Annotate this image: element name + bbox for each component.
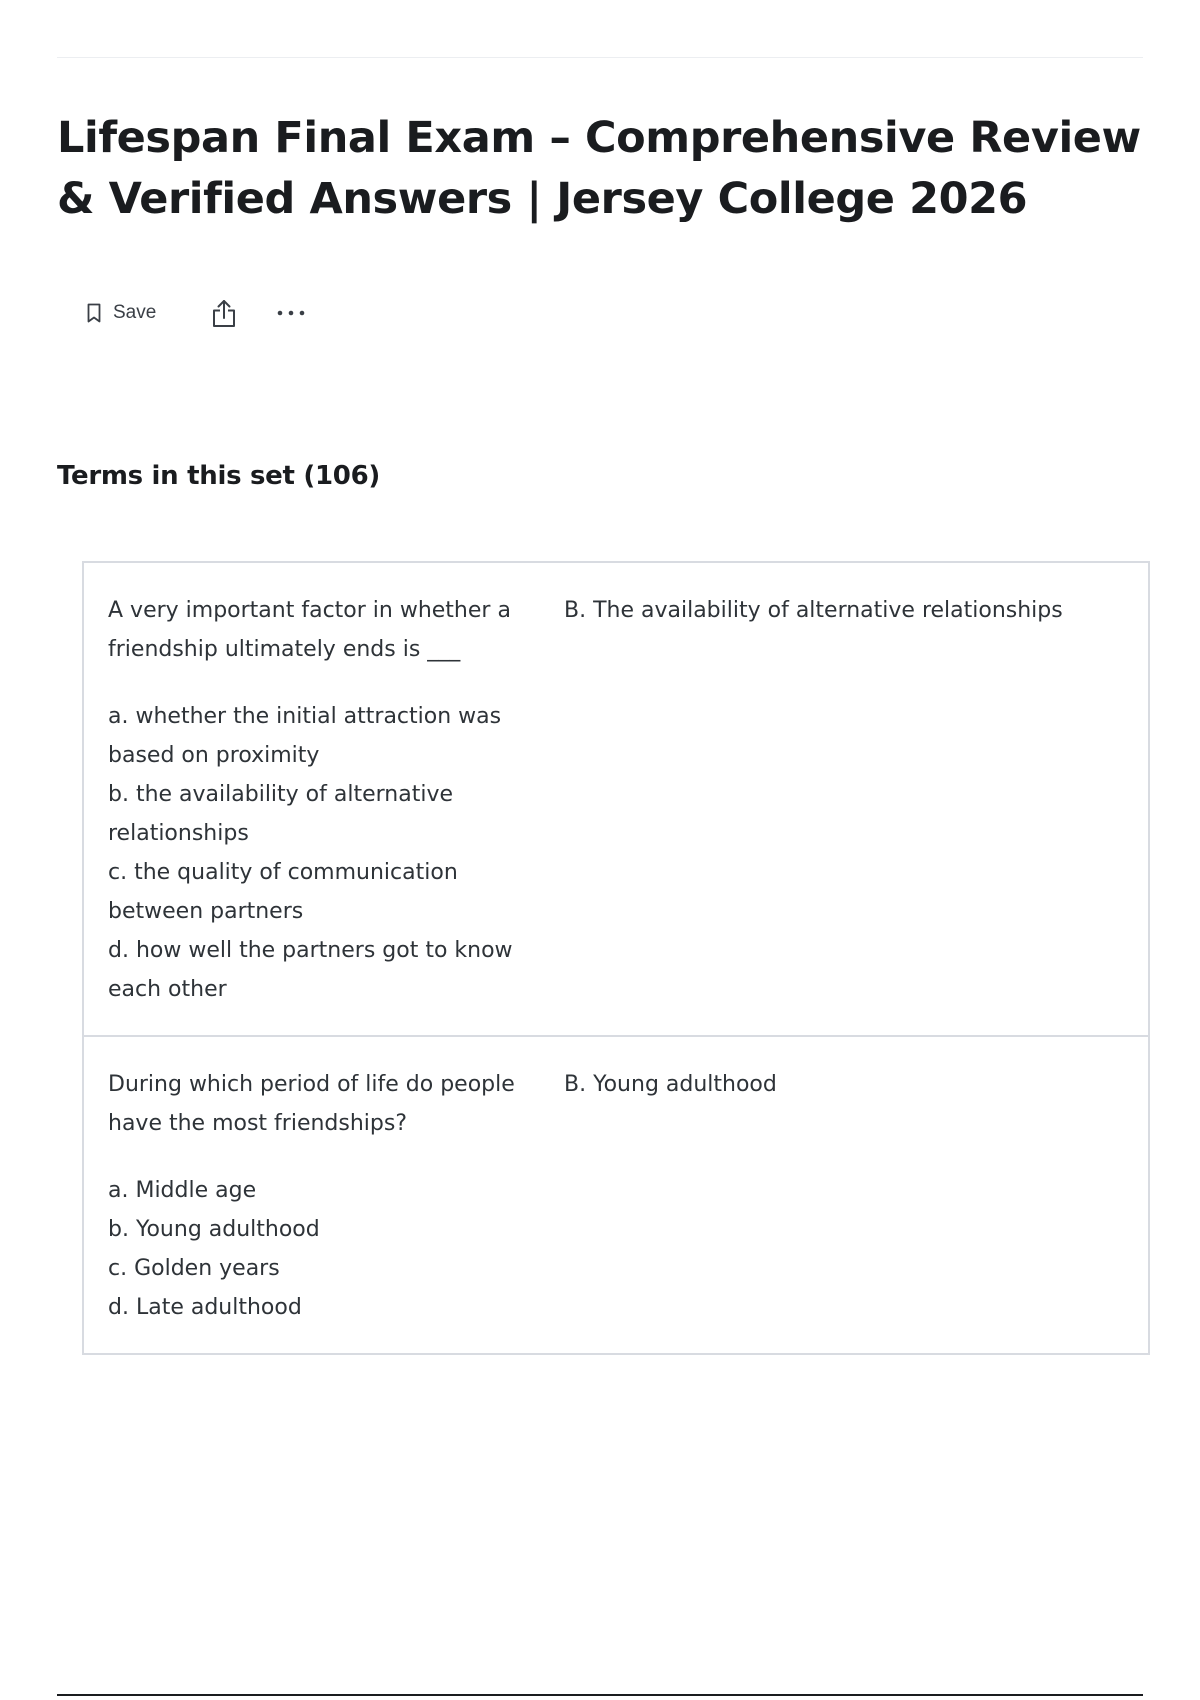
terms-list: [82, 561, 1150, 1355]
question-text: A very important factor in whether a friendship ultimately ends is ___: [108, 598, 511, 662]
terms-heading: Terms in this set (106): [57, 461, 380, 491]
more-icon: [276, 309, 306, 317]
share-button[interactable]: [210, 298, 238, 328]
more-options-button[interactable]: [276, 309, 306, 317]
toolbar: [86, 296, 306, 330]
term-definition: B. Young adulthood: [564, 1072, 777, 1097]
top-divider: [57, 57, 1143, 58]
term-definition: B. The availability of alternative relationships: [564, 598, 1063, 623]
answer-option: a. Middle age: [108, 1178, 257, 1203]
save-button[interactable]: [86, 302, 156, 324]
answer-option: b. the availability of alternative relationships: [108, 782, 454, 846]
bookmark-icon: [86, 303, 102, 323]
term-question: [108, 1065, 540, 1327]
save-label: Save: [113, 302, 157, 323]
question-text: During which period of life do people have the most friendships?: [108, 1072, 515, 1136]
answer-option: c. Golden years: [108, 1256, 280, 1281]
term-card[interactable]: [84, 563, 1148, 1035]
term-card[interactable]: [84, 1035, 1148, 1353]
answer-option: d. how well the partners got to know each other: [108, 938, 513, 1002]
page-title: Lifespan Final Exam – Comprehensive Review & Verified Answers | Jersey College 2026: [57, 113, 1141, 224]
term-question: [108, 591, 540, 1009]
bottom-divider: [57, 1694, 1143, 1696]
answer-option: d. Late adulthood: [108, 1295, 302, 1320]
answer-option: a. whether the initial attraction was based on proximity: [108, 704, 502, 768]
answer-option: c. the quality of communication between partners: [108, 860, 458, 924]
share-icon: [210, 298, 238, 328]
answer-option: b. Young adulthood: [108, 1217, 320, 1242]
